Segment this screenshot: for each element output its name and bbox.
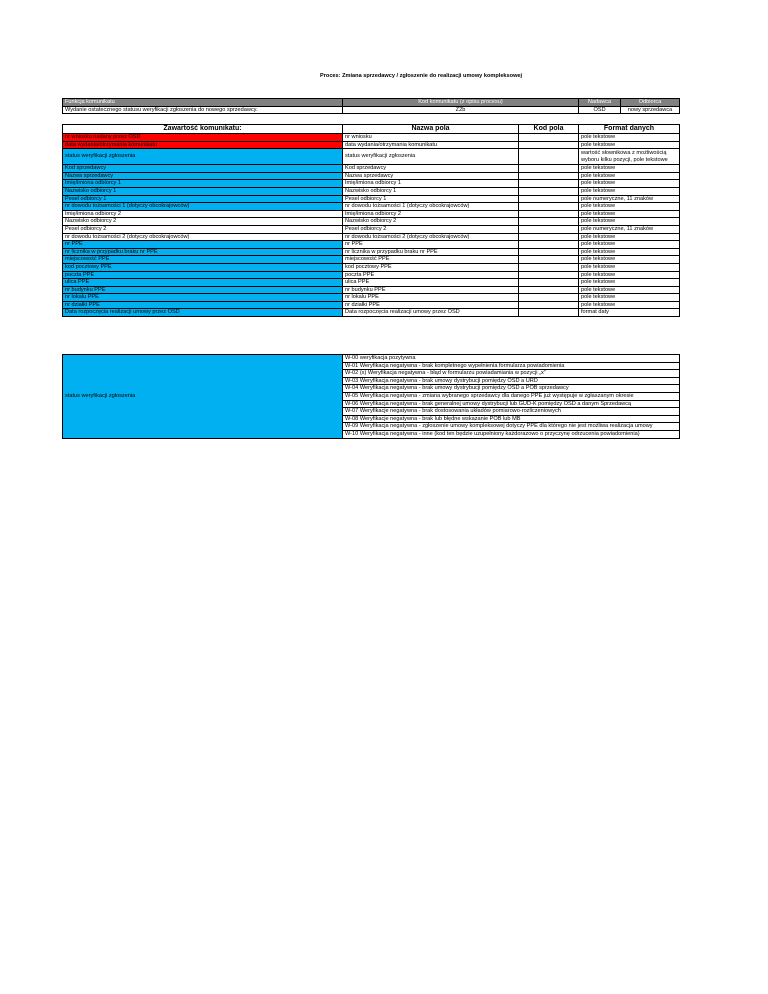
row-field-name: poczta PPE (343, 271, 519, 279)
content-table-row (63, 180, 680, 188)
header-table-head (63, 99, 680, 107)
row-field-name: kod pocztowy PPE (343, 263, 519, 271)
row-field-code (519, 286, 579, 294)
row-content: Pesel odbiorcy 2 (63, 225, 343, 233)
status-code-item: W-02 (x) Weryfikacja negatywna - błąd w formularzu powiadamiania w pozycji „x” (343, 370, 680, 378)
row-content: Nazwisko odbiorcy 1 (63, 187, 343, 195)
row-field-code (519, 195, 579, 203)
row-data-format: format daty (579, 309, 680, 317)
row-field-code (519, 165, 579, 173)
row-content: Imię/imiona odbiorcy 2 (63, 210, 343, 218)
header-code-value: Z2b (343, 106, 579, 114)
row-field-code (519, 172, 579, 180)
status-code-item: W-00 weryfikacja pozytywna (343, 355, 680, 363)
header-function-value: Wydanie ostatecznego statusu weryfikacji zgłoszenia do nowego sprzedawcy. (63, 106, 343, 114)
content-table-row (63, 134, 680, 142)
row-data-format: pole numeryczne, 11 znaków (579, 225, 680, 233)
content-table-row (63, 165, 680, 173)
row-field-code (519, 248, 579, 256)
row-field-name: nr lokalu PPE (343, 294, 519, 302)
row-field-code (519, 187, 579, 195)
row-field-code (519, 225, 579, 233)
col-field-name: Nazwa pola (343, 125, 519, 134)
process-title (320, 73, 522, 79)
row-field-code (519, 256, 579, 264)
row-field-code (519, 180, 579, 188)
status-code-item: W-10 Weryfikacja negatywna - inne (kod ten będzie uzupełniony każdorazowo o przyczynę odrzucenia powiadomienia) (343, 430, 680, 438)
header-table-row (63, 106, 680, 114)
row-field-name: Pesel odbiorcy 1 (343, 195, 519, 203)
row-data-format: pole tekstowe (579, 180, 680, 188)
row-field-name: Kod sprzedawcy (343, 165, 519, 173)
row-field-code (519, 134, 579, 142)
row-field-code (519, 218, 579, 226)
content-table-row (63, 241, 680, 249)
content-table-row (63, 294, 680, 302)
row-content: Imię/imiona odbiorcy 1 (63, 180, 343, 188)
row-data-format: pole tekstowe (579, 141, 680, 149)
row-content: Nazwisko odbiorcy 2 (63, 218, 343, 226)
row-content: nr PPE (63, 241, 343, 249)
process-value: Zmiana sprzedawcy / zgłoszenie do realizacji umowy kompleksowej (342, 73, 523, 79)
row-content: nr dowodu tożsamości 1 (dotyczy obcokrajowców) (63, 203, 343, 211)
content-table-row (63, 141, 680, 149)
row-data-format: pole tekstowe (579, 134, 680, 142)
content-table-row (63, 309, 680, 317)
row-content: nr licznika w przypadku braku nr PPE (63, 248, 343, 256)
row-field-code (519, 149, 579, 165)
content-table-row (63, 286, 680, 294)
row-data-format: pole tekstowe (579, 263, 680, 271)
content-table-row (63, 195, 680, 203)
row-data-format: pole tekstowe (579, 241, 680, 249)
content-table-head (63, 125, 680, 134)
row-content: nr dowodu tożsamości 2 (dotyczy obcokrajowców) (63, 233, 343, 241)
status-code-item: W-05 Weryfikacja negatywna - zmiana wybranego sprzedawcy dla danego PPE już występuje w zgłaszanym okresie (343, 392, 680, 400)
row-field-code (519, 141, 579, 149)
row-field-code (519, 233, 579, 241)
row-field-code (519, 294, 579, 302)
row-field-name: Imię/imiona odbiorcy 2 (343, 210, 519, 218)
row-content: miejscowość PPE (63, 256, 343, 264)
content-table-row (63, 301, 680, 309)
row-field-name: Imię/imiona odbiorcy 1 (343, 180, 519, 188)
row-field-name: nr dowodu tożsamości 1 (dotyczy obcokrajowców) (343, 203, 519, 211)
status-row (63, 355, 680, 363)
col-field-code: Kod pola (519, 125, 579, 134)
row-data-format: pole tekstowe (579, 279, 680, 287)
row-data-format: pole tekstowe (579, 271, 680, 279)
row-field-name: status weryfikacji zgłoszenia (343, 149, 519, 165)
header-receiver-value: nowy sprzedawca (621, 106, 680, 114)
row-content: nr działki PPE (63, 301, 343, 309)
row-field-code (519, 241, 579, 249)
status-table (62, 354, 680, 439)
content-table-row (63, 279, 680, 287)
row-field-name: nr dowodu tożsamości 2 (dotyczy obcokrajowców) (343, 233, 519, 241)
content-table-row (63, 256, 680, 264)
row-data-format: pole tekstowe (579, 248, 680, 256)
header-col-code: Kod komunikatu (z opisu procesu) (343, 99, 579, 107)
content-table (62, 124, 680, 317)
row-content: ulica PPE (63, 279, 343, 287)
row-field-code (519, 309, 579, 317)
header-table (62, 98, 680, 114)
row-data-format: pole tekstowe (579, 210, 680, 218)
row-content: status weryfikacji zgłoszenia (63, 149, 343, 165)
row-field-code (519, 279, 579, 287)
row-field-name: ulica PPE (343, 279, 519, 287)
content-table-row (63, 203, 680, 211)
row-field-name: miejscowość PPE (343, 256, 519, 264)
status-code-item: W-03 Weryfikacja negatywna - brak umowy dystrybucji pomiędzy OSD a URD (343, 377, 680, 385)
status-code-item: W-07 Weryfikacje negatywna - brak dostosowania układów pomiarowo-rozliczeniowych (343, 408, 680, 416)
content-table-row (63, 210, 680, 218)
row-data-format: pole tekstowe (579, 233, 680, 241)
row-content: nr budynku PPE (63, 286, 343, 294)
process-label: Proces: (320, 73, 341, 79)
status-code-item: W-08 Weryfikacje negatywna - brak lub błędne wskazanie POB lub MB (343, 415, 680, 423)
content-table-row (63, 172, 680, 180)
row-field-name: Nazwisko odbiorcy 1 (343, 187, 519, 195)
row-data-format: pole tekstowe (579, 294, 680, 302)
row-field-code (519, 271, 579, 279)
row-content: nr wniosku nadany przez OSD (63, 134, 343, 142)
col-data-format: Format danych (579, 125, 680, 134)
row-content: nr lokalu PPE (63, 294, 343, 302)
content-table-row (63, 187, 680, 195)
header-sender-value: OSD (579, 106, 621, 114)
row-data-format: pole tekstowe (579, 203, 680, 211)
content-table-row (63, 225, 680, 233)
header-col-function: Funkcja komunikatu (63, 99, 343, 107)
row-field-name: nr licznika w przypadku braku nr PPE (343, 248, 519, 256)
row-field-name: Nazwisko odbiorcy 2 (343, 218, 519, 226)
row-field-code (519, 301, 579, 309)
row-content: Pesel odbiorcy 1 (63, 195, 343, 203)
row-data-format: pole tekstowe (579, 187, 680, 195)
row-content: poczta PPE (63, 271, 343, 279)
content-table-row (63, 263, 680, 271)
row-content: kod pocztowy PPE (63, 263, 343, 271)
content-table-row (63, 271, 680, 279)
row-field-code (519, 263, 579, 271)
row-content: Kod sprzedawcy (63, 165, 343, 173)
row-field-name: Nazwa sprzedawcy (343, 172, 519, 180)
status-label: status weryfikacji zgłoszenia (63, 355, 343, 439)
content-table-row (63, 248, 680, 256)
row-field-name: nr wniosku (343, 134, 519, 142)
row-field-code (519, 203, 579, 211)
row-field-code (519, 210, 579, 218)
row-data-format: pole tekstowe (579, 172, 680, 180)
col-content: Zawartość komunikatu: (63, 125, 343, 134)
header-col-sender: Nadawca (579, 99, 621, 107)
row-content: Data rozpoczęcia realizacji umowy przez OSD (63, 309, 343, 317)
row-field-name: Pesel odbiorcy 2 (343, 225, 519, 233)
status-code-item: W-04 Weryfikacja negatywna - brak umowy dystrybucji pomiędzy OSD a POB sprzedawcy (343, 385, 680, 393)
content-table-row (63, 233, 680, 241)
row-field-name: nr budynku PPE (343, 286, 519, 294)
row-data-format: wartość słownikowa z możliwością wyboru kilku pozycji, pole tekstowe (579, 149, 680, 165)
row-content: data wydania/otrzymania komunikatu (63, 141, 343, 149)
content-table-row (63, 218, 680, 226)
row-data-format: pole tekstowe (579, 301, 680, 309)
row-content: Nazwa sprzedawcy (63, 172, 343, 180)
row-field-name: data wydania/otrzymania komunikatu (343, 141, 519, 149)
status-code-item: W-06 Weryfikacja negatywna - brak generalnej umowy dystrybucji lub GUD-K pomiędzy OSD a danym Sprzedawcą (343, 400, 680, 408)
row-data-format: pole tekstowe (579, 256, 680, 264)
row-data-format: pole tekstowe (579, 286, 680, 294)
row-field-name: nr PPE (343, 241, 519, 249)
status-code-item: W-09 Weryfikacja negatywna - zgłoszenie umowy kompleksowej dotyczy PPE dla którego nie jest możliwa realizacja umowy (343, 423, 680, 431)
content-table-row (63, 149, 680, 165)
row-field-name: Data rozpoczęcia realizacji umowy przez OSD (343, 309, 519, 317)
row-data-format: pole tekstowe (579, 218, 680, 226)
row-data-format: pole tekstowe (579, 165, 680, 173)
header-col-receiver: Odbiorca (621, 99, 680, 107)
row-field-name: nr działki PPE (343, 301, 519, 309)
status-code-item: W-01 Weryfikacja negatywna - brak kompletnego wypełnienia formularza powiadomienia (343, 362, 680, 370)
row-data-format: pole numeryczne, 11 znaków (579, 195, 680, 203)
